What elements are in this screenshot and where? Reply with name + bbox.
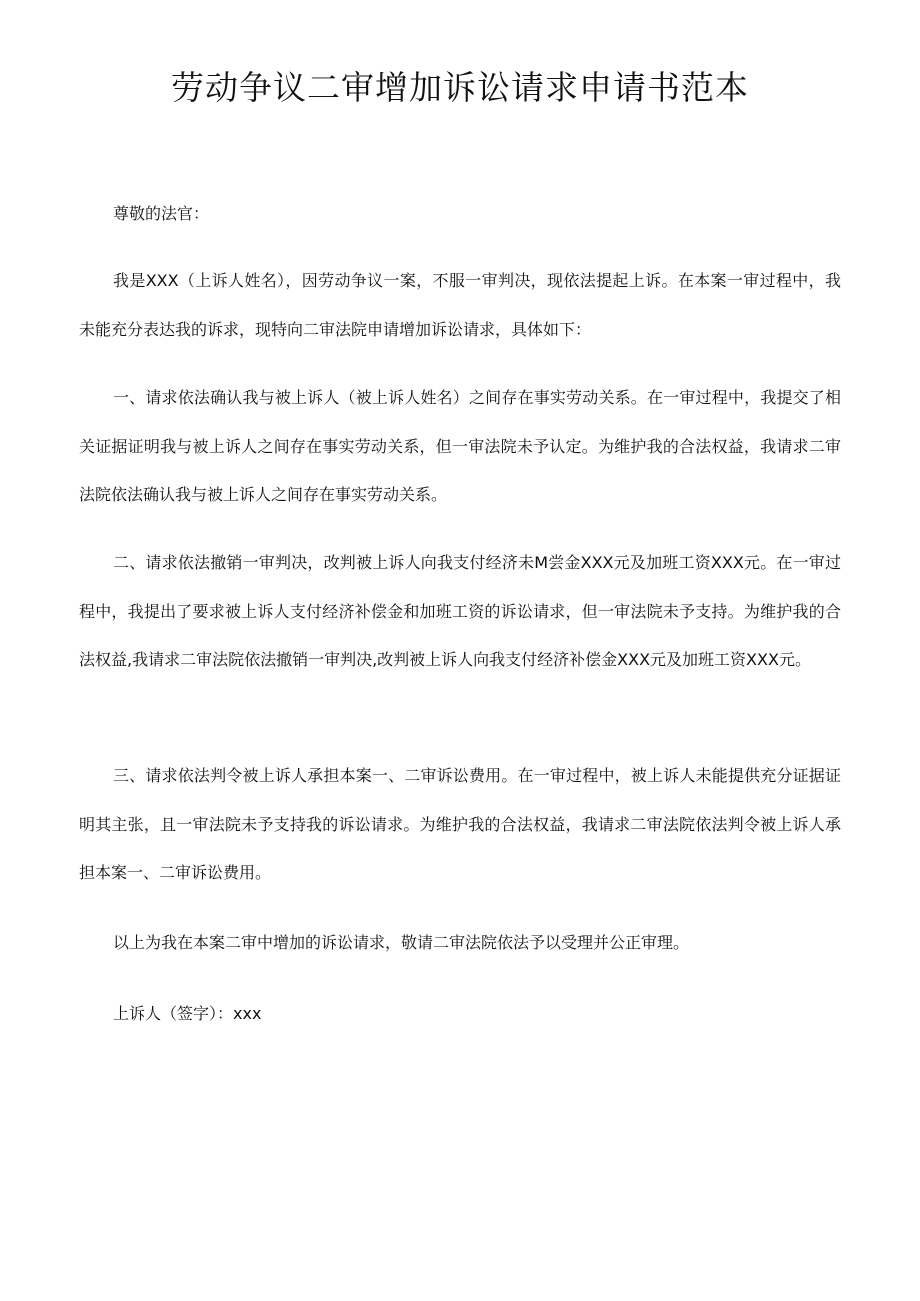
paragraph-conclusion: 以上为我在本案二审中增加的诉讼请求，敬请二审法院依法予以受理并公正审理。 xyxy=(113,933,690,952)
signature-line: 上诉人（签字）：xxx xyxy=(113,1004,262,1023)
salutation: 尊敬的法官： xyxy=(113,204,210,223)
paragraph-intro: 我是XXX（上诉人姓名），因劳动争议一案，不服一审判决，现依法提起上诉。在本案一审过程中，我未能充分表达我的诉求，现特向二审法院申请增加诉讼请求，具体如下： xyxy=(79,271,841,339)
paragraph-request-1: 一、请求依法确认我与被上诉人（被上诉人姓名）之间存在事实劳动关系。在一审过程中，我提交了相关证据证明我与被上诉人之间存在事实劳动关系，但一审法院未予认定。为维护我的合法权益，我请求二审法院依法确认我与被上诉人之间存在事实劳动关系。 xyxy=(79,388,841,504)
paragraph-request-3: 三、请求依法判令被上诉人承担本案一、二审诉讼费用。在一审过程中，被上诉人未能提供充分证据证明其主张，且一审法院未予支持我的诉讼请求。为维护我的合法权益，我请求二审法院依法判令被上诉人承担本案一、二审诉讼费用。 xyxy=(79,766,841,882)
page-title: 劳动争议二审增加诉讼请求申请书范本 xyxy=(171,68,749,107)
paragraph-request-2: 二、请求依法撤销一审判决，改判被上诉人向我支付经济未M尝金XXX元及加班工资XXX元。在一审过程中，我提出了要求被上诉人支付经济补偿金和加班工资的诉讼请求，但一审法院未予支持。为维护我的合法权益,我请求二审法院依法撤销一审判决,改判被上诉人向我支付经济补偿金XXX元及加班工资XXX元。 xyxy=(79,553,841,669)
